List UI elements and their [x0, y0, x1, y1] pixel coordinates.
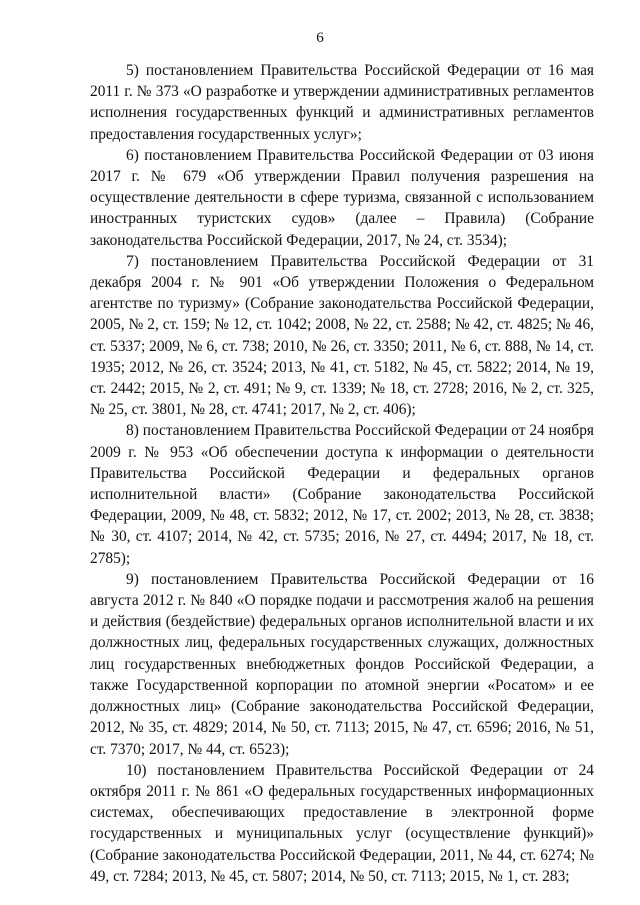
- document-body: [90, 60, 594, 887]
- list-item-7: 7) постановлением Правительства Российской Федерации от 31 декабря 2004 г. № 901 «Об утверждении Положения о Федеральном агентстве по туризму» (Собрание законодательства Российской Федерации, 2005, № 2, ст. 159; № 12, ст. 1042; 2008, № 22, ст. 2588; № 42, ст. 4825; № 46, ст. 5337; 2009, № 6, ст. 738; 2010, № 26, ст. 3350; 2011, № 6, ст. 888, № 14, ст. 1935; 2012, № 26, ст. 3524; 2013, № 41, ст. 5182, № 45, ст. 5822; 2014, № 19, ст. 2442; 2015, № 2, ст. 491; № 9, ст. 1339; № 18, ст. 2728; 2016, № 2, ст. 325, № 25, ст. 3801, № 28, ст. 4741; 2017, № 2, ст. 406);: [90, 252, 594, 419]
- list-item-10: 10) постановлением Правительства Российской Федерации от 24 октября 2011 г. № 861 «О федеральных государственных информационных системах, обеспечивающих предоставление в электронной форме государственных и муниципальных услуг (осуществление функций)» (Собрание законодательства Российской Федерации, 2011, № 44, ст. 6274; № 49, ст. 7284; 2013, № 45, ст. 5807; 2014, № 50, ст. 7113; 2015, № 1, ст. 283;: [90, 761, 594, 885]
- list-item-6: 6) постановлением Правительства Российской Федерации от 03 июня 2017 г. № 679 «Об утверждении Правил получения разрешения на осуществление деятельности в сфере туризма, связанной с использованием иностранных туристских судов» (далее – Правила) (Собрание законодательства Российской Федерации, 2017, № 24, ст. 3534);: [90, 146, 594, 249]
- page-number: 6: [316, 30, 324, 46]
- list-item-5: 5) постановлением Правительства Российской Федерации от 16 мая 2011 г. № 373 «О разработке и утверждении административных регламентов исполнения государственных функций и административных регламентов предоставления государственных услуг»;: [90, 62, 594, 143]
- list-item-9: 9) постановлением Правительства Российской Федерации от 16 августа 2012 г. № 840 «О порядке подачи и рассмотрения жалоб на решения и действия (бездействие) федеральных органов исполнительной власти и их должностных лиц, федеральных государственных служащих, должностных лиц государственных внебюджетных фондов Российской Федерации, а также Государственной корпорации по атомной энергии «Росатом» и ее должностных лиц» (Собрание законодательства Российской Федерации, 2012, № 35, ст. 4829; 2014, № 50, ст. 7113; 2015, № 47, ст. 6596; 2016, № 51, ст. 7370; 2017, № 44, ст. 6523);: [90, 570, 594, 758]
- list-item-8: 8) постановлением Правительства Российской Федерации от 24 ноября 2009 г. № 953 «Об обеспечении доступа к информации о деятельности Правительства Российской Федерации и федеральных органов исполнительной власти» (Собрание законодательства Российской Федерации, 2009, № 48, ст. 5832; 2012, № 17, ст. 2002; 2013, № 28, ст. 3838; № 30, ст. 4107; 2014, № 42, ст. 5735; 2016, № 27, ст. 4494; 2017, № 18, ст. 2785);: [90, 422, 594, 567]
